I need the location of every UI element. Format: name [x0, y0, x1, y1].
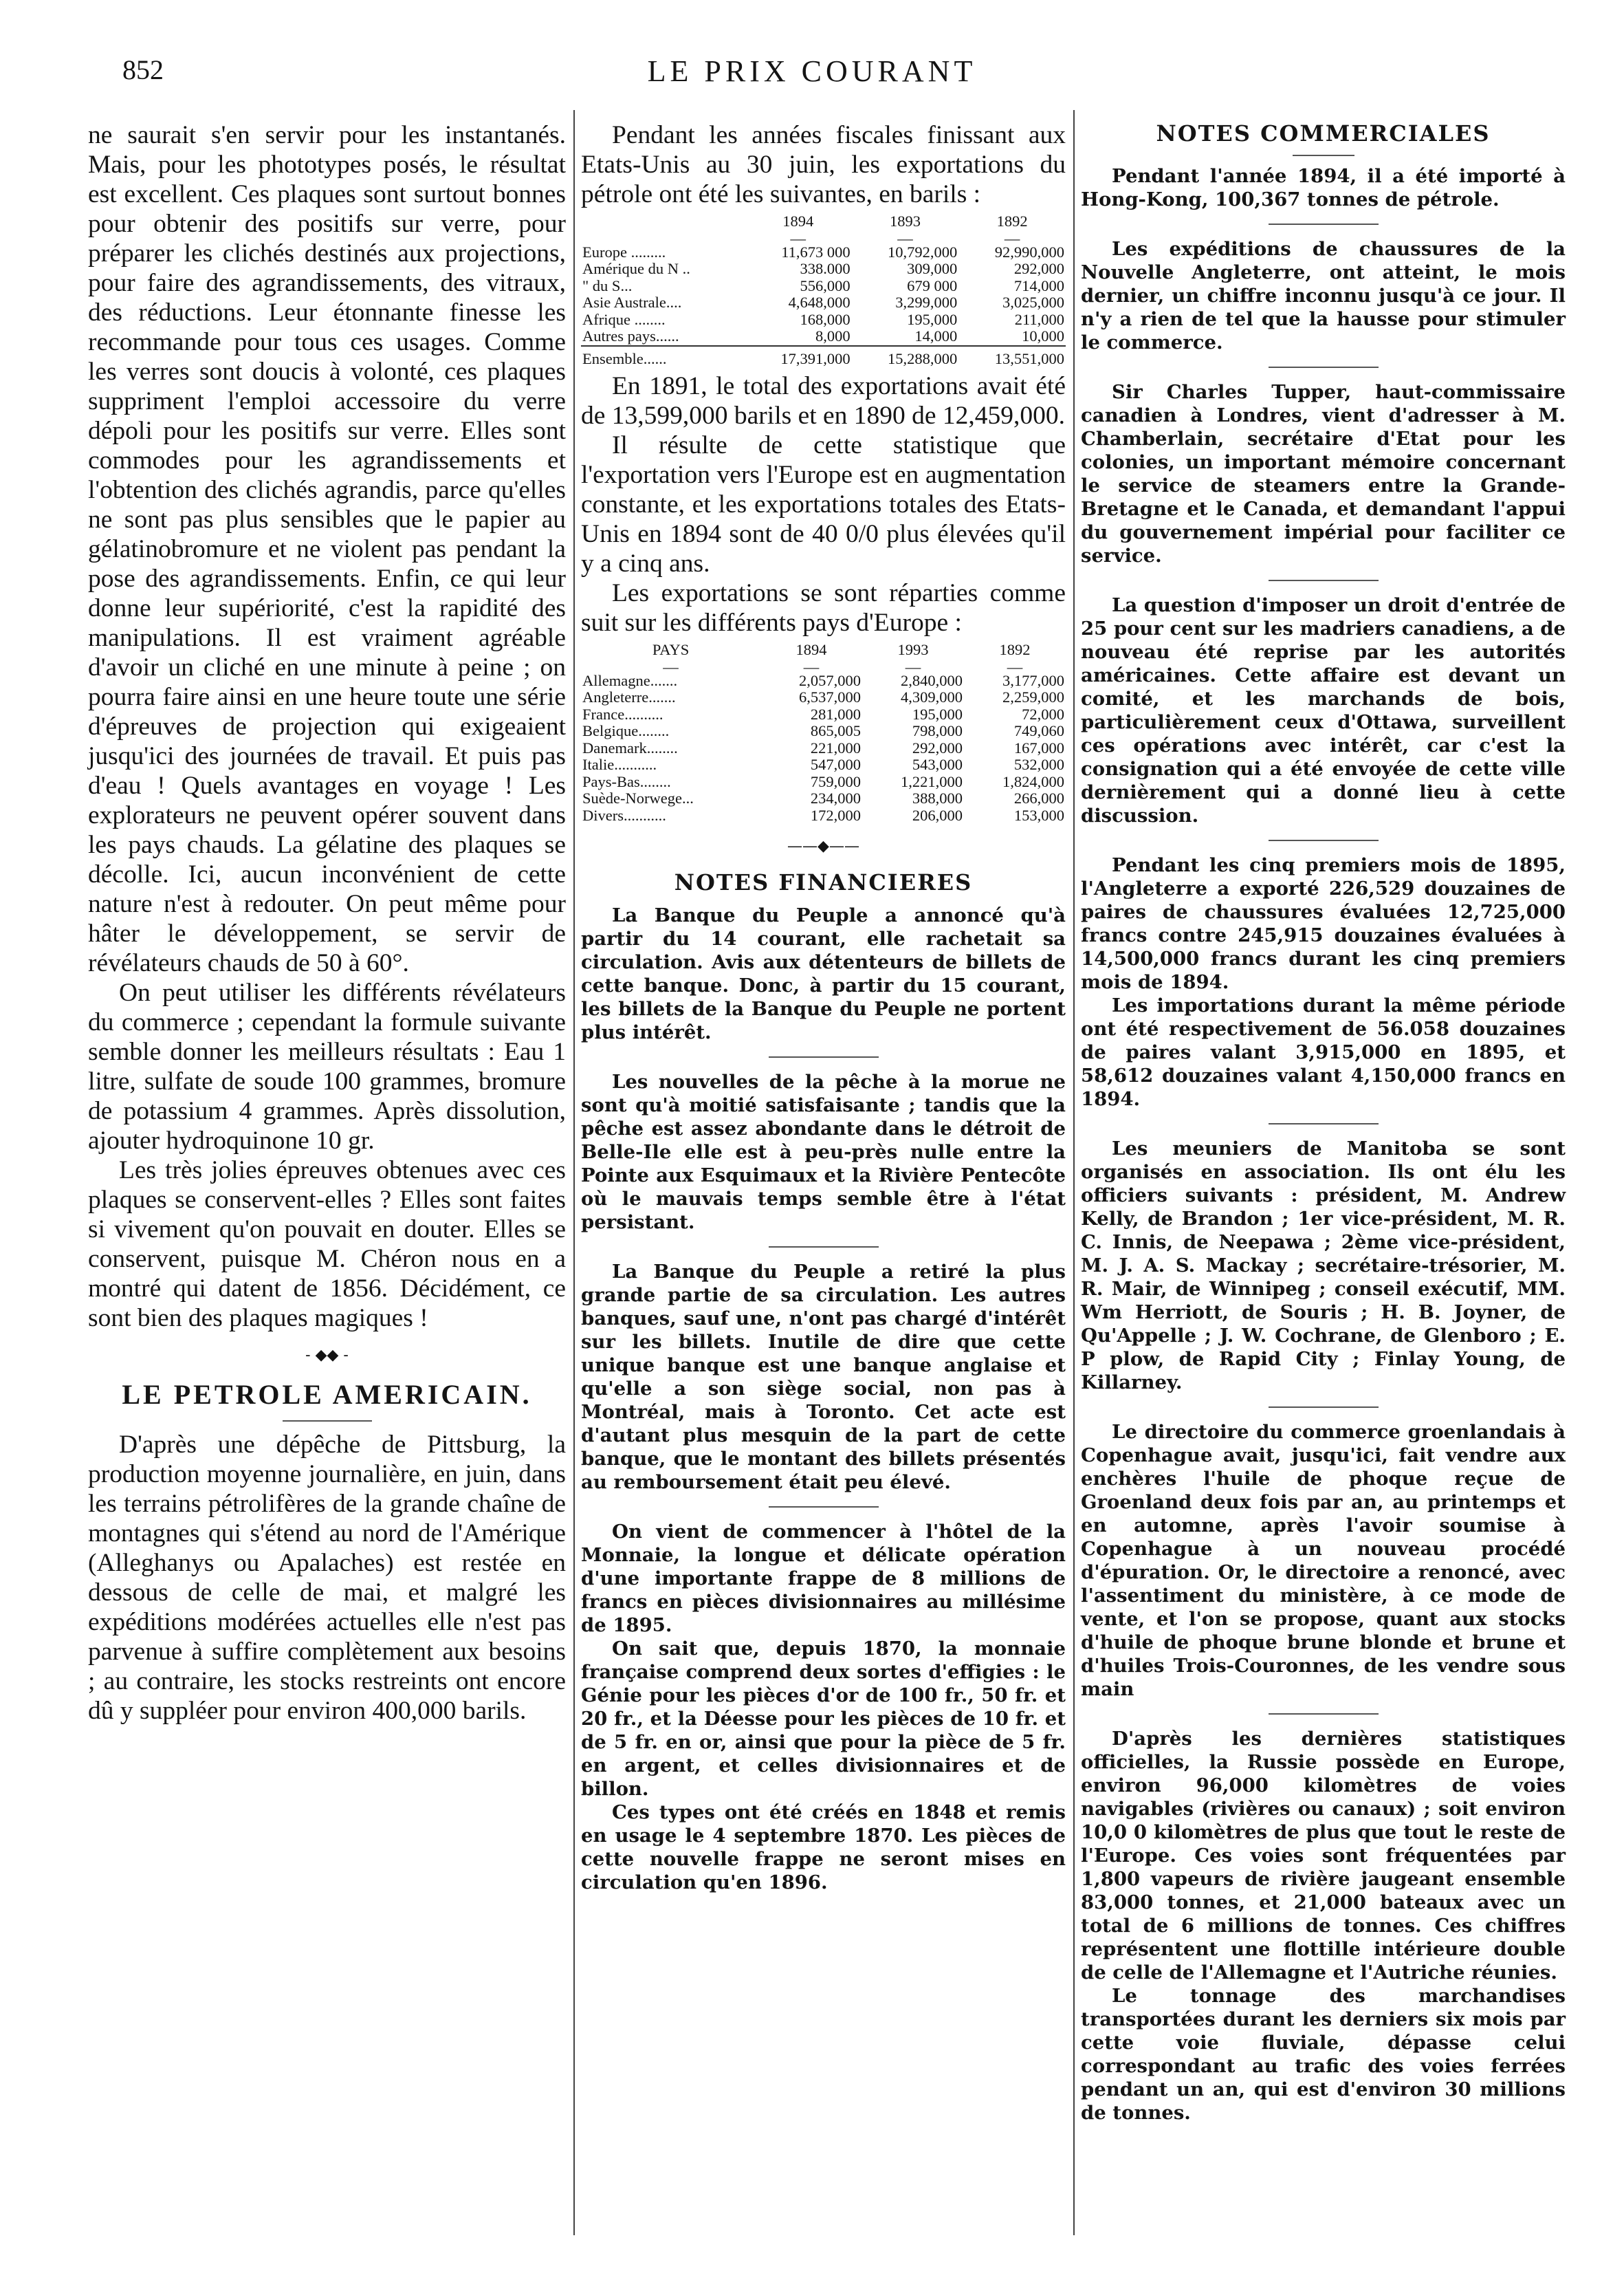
year-header: 1993 — [897, 641, 929, 658]
table-row: " du S... 556,000 679 000 714,000 — [582, 276, 1064, 294]
paragraph: Les exportations se sont réparties comme suit sur les différents pays d'Europe : — [581, 579, 1066, 637]
page-header — [0, 48, 1624, 96]
divider — [1269, 1406, 1379, 1408]
paragraph: Les très jolies épreuves obtenues avec ces plaques se conservent-elles ? Elles sont faites si vivement qu'on pouvait en douter. Elles se conservent, puisque M. Chéron nous en a montré qui datent de 1856. Décidément, ce sont bien des plaques magiques ! — [88, 1156, 566, 1332]
divider — [1269, 224, 1379, 225]
divider — [283, 1420, 372, 1422]
news-item: On vient de commencer à l'hôtel de la Monnaie, la longue et délicate opération d'une importante frappe de 8 millions de francs en pièces divisionnaires au millésime de 1895. — [581, 1521, 1066, 1636]
news-item: Les importations durant la même période ont été respectivement de 56.058 douzaines de paires valant 3,915,000 en 1895, et 58,612 douzaines valant 4,150,000 francs en 1894. — [1081, 995, 1566, 1110]
europe-exports-table: PAYS 1894 1993 1892 — — — — Allemagne....... 2,057,000 2,840,000 3,177,000 Angleterre....... 6,537,000 4,309,000 2,259,000 France.......... 281,000 195,000 72,000 Belgique........ 865,005 798,000 749,060 Danemark........ 221,000 292,000 167,000 Italie........... 547,000 543,000 532,000 Pays-Bas........ 759,000 1,221,000 1,824,000 Suède-Norwege... 234,000 388,000 266,000 Divers........... 172,000 206,000 153,000 — [582, 641, 1064, 824]
table-row: Angleterre....... 6,537,000 4,309,000 2,259,000 — [582, 688, 1064, 706]
news-item: D'après les dernières statistiques officielles, la Russie possède en Europe, environ 96,000 kilomètres de voies navigables (rivières ou canaux) ; soit environ 10,0 0 kilomètres de plus que tout le reste de l'Europe. Ces voies sont fréquentées par 1,800 vapeurs de rivière jaugeant ensemble 83,000 tonnes, et 21,000 bateaux avec un total de 6 millions de tonnes. Ces chiffres représentent une flottille intérieure double de celle de l'Allemagne et l'Autriche réunies. — [1081, 1728, 1566, 1984]
table-row: Belgique........ 865,005 798,000 749,060 — [582, 722, 1064, 739]
table-row: Pays-Bas........ 759,000 1,221,000 1,824,000 — [582, 772, 1064, 790]
year-header: 1892 — [999, 641, 1031, 658]
section-heading: NOTES COMMERCIALES — [1156, 120, 1491, 146]
table-row: Divers........... 172,000 206,000 153,000 — [582, 806, 1064, 824]
news-item: Les meuniers de Manitoba se sont organisés en association. Ils ont élu les officiers suivants : président, M. Andrew Kelly, de Brandon ; 1er vice-président, M. R. C. Innis, de Neepawa ; 2ème vice-président, M. J. A. S. Mackay ; secrétaire-trésorier, M. R. Mair, de Winnipeg ; conseil exécutif, MM. Wm Herriott, de Souris ; H. B. Joyner, de Qu'Appelle ; J. W. Cochrane, de Glenboro ; E. P plow, de Rapid City ; Finlay Young, de Killarney. — [1081, 1138, 1566, 1393]
paragraph: Pendant les années fiscales finissant aux Etats-Unis au 30 juin, les exportations du pétrole ont été les suivantes, en barils : — [581, 121, 1066, 208]
year-header: 1893 — [889, 213, 921, 230]
news-item: Pendant les cinq premiers mois de 1895, l'Angleterre a exporté 226,529 douzaines de paires de chaussures évaluées 12,725,000 francs contre 245,915 douzaines évaluées à 14,500,000 francs durant les cinq premiers mois de 1894. — [1081, 854, 1566, 993]
table-row: Afrique ........ 168,000 195,000 211,000 — [582, 310, 1064, 328]
paragraph: Il résulte de cette statistique que l'exportation vers l'Europe est en augmentation constante, et les exportations totales des Etats-Unis en 1894 sont de 40 0/0 plus élevées qu'il y a cinq ans. — [581, 431, 1066, 578]
table-row: Suède-Norwege... 234,000 388,000 266,000 — [582, 790, 1064, 807]
paragraph: D'après une dépêche de Pittsburg, la production moyenne journalière, en juin, dans les terrains pétrolifères de la grande chaîne de montagnes qui s'étend au nord de l'Amérique (Alleghanys ou Apalaches) est restée en dessous de celle de mai, et malgré les expéditions modérées actuelles elle n'est pas parvenue à suffire complètement aux besoins ; au contraire, les stocks restreints ont encore dû y suppléer pour environ 400,000 barils. — [88, 1431, 566, 1725]
news-item: On sait que, depuis 1870, la monnaie française comprend deux sortes d'effigies : le Génie pour les pièces d'or de 100 fr., 50 fr. et 20 fr., et la Déesse pour les pièces de 10 fr. et de 5 fr. en or, ainsi que pour la pièce de 5 fr. en argent, et celles divisionnaires et de billon. — [581, 1638, 1066, 1800]
news-item: Le tonnage des marchandises transportées durant les derniers six mois par cette voie fluviale, dépasse celui correspondant au trafic des voies ferrées pendant un an, qui est d'environ 30 millions de tonnes. — [1081, 1985, 1566, 2124]
divider — [1269, 1123, 1379, 1124]
table-row: Europe ......... 11,673 000 10,792,000 92,990,000 — [582, 243, 1064, 261]
paragraph: En 1891, le total des exportations avait été de 13,599,000 barils et en 1890 de 12,459,000. — [581, 372, 1066, 430]
section-heading: NOTES FINANCIERES — [674, 869, 973, 895]
divider — [769, 1056, 879, 1058]
divider — [1269, 367, 1379, 368]
table-row: Italie........... 547,000 543,000 532,000 — [582, 756, 1064, 773]
table-row: Autres pays...... 8,000 14,000 10,000 — [582, 327, 1064, 345]
news-item: Pendant l'année 1894, il a été importé à Hong-Kong, 100,367 tonnes de pétrole. — [1081, 165, 1566, 210]
table-row: Danemark........ 221,000 292,000 167,000 — [582, 739, 1064, 757]
news-item: Sir Charles Tupper, haut-commissaire canadien à Londres, vient d'adresser à M. Chamberlain, secrétaire d'Etat pour les colonies, un important mémoire concernant le service de steamers entre la Grande-Bretagne et le Canada, et demandant l'appui du gouvernement impérial pour faciliter ce service. — [1081, 381, 1566, 567]
divider — [769, 1506, 879, 1508]
running-title: LE PRIX COURANT — [647, 54, 977, 88]
table-row: Allemagne....... 2,057,000 2,840,000 3,177,000 — [582, 671, 1064, 689]
year-header: 1894 — [795, 641, 827, 658]
column-rule-left — [573, 110, 575, 2235]
news-item: Les expéditions de chaussures de la Nouvelle Angleterre, ont atteint, le mois dernier, un chiffre inconnu jusqu'à ce jour. Il n'y a rien de tel que la hausse pour stimuler le commerce. — [1081, 238, 1566, 354]
column-header: PAYS — [652, 641, 690, 658]
divider — [1269, 1713, 1379, 1715]
table-row: France.......... 281,000 195,000 72,000 — [582, 705, 1064, 723]
exports-table: 1894 1893 1892 — — — Europe ......... 11,673 000 10,792,000 92,990,000 Amérique du N .. 338.000 309,000 292,000 " du S... 556,000 679 000 714,000 Asie Australe.... 4,648,000 3,299,000 3,025,000 Afrique ........ 168,000 195,000 211,000 Autres pays...... 8,000 14,000 10,000 Ensemble...... 17,391,000 15,288,000 13,551,000 — [582, 213, 1064, 367]
year-header: 1892 — [996, 213, 1028, 230]
column-2 — [581, 120, 1066, 1894]
table-row: Asie Australe.... 4,648,000 3,299,000 3,025,000 — [582, 294, 1064, 311]
news-item: La question d'imposer un droit d'entrée de 25 pour cent sur les madriers canadiens, a de nouveau été reprise par les autorités américaines. Cette affaire est devant un comité, et les marchands de bois, particulièrement ceux d'Ottawa, surveillent ces opérations avec intérêt, car c'est la consignation qui a été envoyée de cette ville dernièrement qui a donné lieu à cette discussion. — [1081, 594, 1566, 827]
divider — [769, 1246, 879, 1248]
news-item: Le directoire du commerce groenlandais à Copenhague avait, jusqu'ici, fait vendre aux enchères l'huile de phoque reçue de Groenland deux fois par an, au printemps et en automne, après l'avoir soumise à Copenhague à un nouveau procédé d'épuration. Or, le directoire a renoncé, avec l'assentiment du ministère, à ce mode de vente, et l'on se propose, quant aux stocks d'huile de phoque brune blonde et brune et d'huiles Trois-Couronnes, de les vendre sous main — [1081, 1421, 1566, 1700]
table-row: Amérique du N .. 338.000 309,000 292,000 — [582, 260, 1064, 277]
paragraph: On peut utiliser les différents révélateurs du commerce ; cependant la formule suivante semble donner les meilleurs résultats : Eau 1 litre, sulfate de soude 100 grammes, bromure de potassium 4 grammes. Après dissolution, ajouter hydroquinone 10 gr. — [88, 979, 566, 1155]
paragraph: ne saurait s'en servir pour les instantanés. Mais, pour les phototypes posés, le résultat est excellent. Ces plaques sont surtout bonnes pour obtenir des positifs sur verre, pour préparer les clichés destinés aux projections, pour faire des agrandissements, des vitraux, des réductions. Leur étonnante finesse les recommande pour tous ces usages. Comme les verres sont doucis à volonté, ces plaques suppriment l'emploi accessoire du verre dépoli pour les positifs sur verre. Elles sont commodes pour les agrandissements et l'obtention des clichés agrandis, parce qu'elles ne sont pas plus sensibles que le papier au gélatinobromure et ne violent pas pendant la pose des agrandissements. Enfin, ce qui leur donne leur supériorité, c'est la rapidité des manipulations. Il est vraiment agréable d'avoir un cliché en une minute à peine ; on pourra faire ainsi en une heure toute une série d'épreuves de projection qui exigeaient jusqu'ici des journées de travail. Et puis pas d'eau ! Quels avantages en voyage ! Les explorateurs ne peuvent opérer souvent dans les pays chauds. La gélatine des plaques se décolle. Ici, aucun inconvénient de cette nature n'est à redouter. On peut même pour hâter le développement, se servir de révélateurs chauds de 50 à 60°. — [88, 121, 566, 977]
divider — [1269, 580, 1379, 581]
divider — [1269, 840, 1379, 841]
column-1 — [88, 120, 566, 1726]
year-header: 1894 — [782, 213, 814, 230]
page-number: 852 — [122, 54, 164, 85]
ornament-divider: ——◆—— — [787, 838, 859, 855]
article-heading: LE PETROLE AMERICAIN. — [122, 1379, 532, 1410]
news-item: Ces types ont été créés en 1848 et remis en usage le 4 septembre 1870. Les pièces de cette nouvelle frappe ne seront mises en circulation qu'en 1896. — [581, 1801, 1066, 1893]
column-3 — [1081, 120, 1566, 2125]
table-total-row: Ensemble...... 17,391,000 15,288,000 13,551,000 — [581, 346, 1066, 368]
column-rule-right — [1073, 110, 1075, 2235]
divider — [1293, 155, 1354, 156]
news-item: La Banque du Peuple a retiré la plus grande partie de sa circulation. Les autres banques, sauf une, n'ont pas chargé d'intérêt sur les billets. Inutile de dire que cette unique banque est une banque anglaise et qu'elle a son siège social, non pas à Montréal, mais à Toronto. Cet acte est d'autant plus mesquin de la part de cette banque, que le montant des billets présentés au remboursement était peu élevé. — [581, 1261, 1066, 1493]
ornament-divider: - ◆◆ - — [305, 1347, 349, 1364]
news-item: Les nouvelles de la pêche à la morue ne sont qu'à moitié satisfaisante ; tandis que la pêche est assez abondante dans le détroit de Belle-Ile elle est à peu-près nulle entre la Pointe aux Esquimaux et la Rivière Pentecôte où le mauvais temps semble être à l'état persistant. — [581, 1071, 1066, 1233]
news-item: La Banque du Peuple a annoncé qu'à partir du 14 courant, elle rachetait sa circulation. Avis aux détenteurs de billets de cette banque. Donc, à partir du 15 courant, les billets de la Banque du Peuple ne portent plus intérêt. — [581, 904, 1066, 1043]
